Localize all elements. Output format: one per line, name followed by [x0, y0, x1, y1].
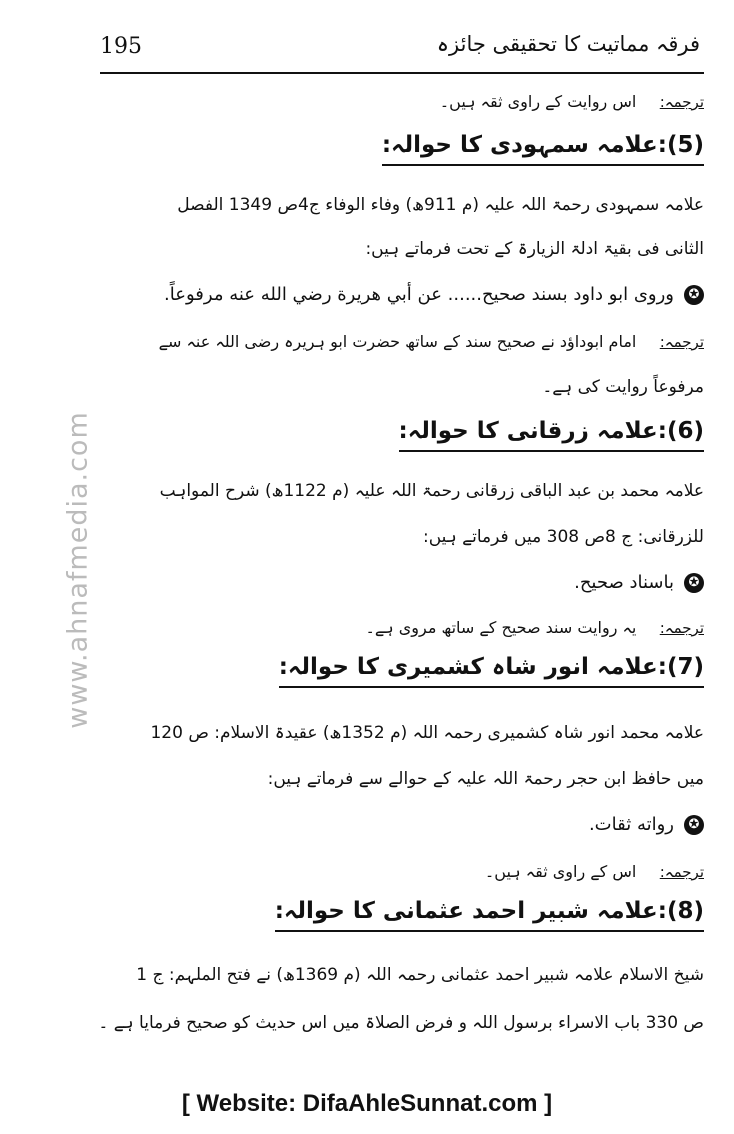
section-8-paragraph-line-2: ص 330 باب الاسراء برسول اللہ و فرض الصلاۃ میں اس حدیث کو صحیح فرمایا ہے ۔: [98, 1013, 704, 1033]
translation-label: ترجمہ:: [659, 863, 704, 881]
translation-text: اس کے راوی ثقہ ہیں۔: [484, 862, 637, 881]
section-6-paragraph-line-2: للزرقانی: ج 8ص 308 میں فرماتے ہیں:: [422, 527, 704, 547]
section-7-quote: ✪رواته ثقات.: [589, 814, 704, 835]
section-7-paragraph-line-2: میں حافظ ابن حجر رحمۃ اللہ علیہ کے حوالے سے فرماتے ہیں:: [267, 769, 704, 789]
star-bullet-icon: ✪: [684, 285, 704, 305]
section-5-quote: ✪وروی ابو داود بسند صحیح...... عن أبي هريرة رضي الله عنه مرفوعاً.: [164, 284, 704, 305]
translation-label: ترجمہ:: [659, 333, 704, 351]
section-6-quote: ✪باسناد صحیح.: [574, 572, 704, 593]
translation-2: [100, 332, 704, 352]
watermark-text: www.ahnafmedia.com: [62, 411, 94, 729]
translation-4: [100, 862, 704, 882]
translation-3: [100, 618, 704, 638]
website-footer: [ Website: DifaAhleSunnat.com ]: [181, 1090, 553, 1117]
translation-text: اس روایت کے راوی ثقہ ہیں۔: [439, 92, 637, 111]
header-rule: [100, 72, 704, 74]
section-5-heading: (5):علامہ سمہودی کا حوالہ:: [382, 132, 704, 166]
translation-label: ترجمہ:: [659, 619, 704, 637]
book-title: فرقہ مماتیت کا تحقیقی جائزہ: [436, 32, 700, 56]
section-5-paragraph-line-2: الثانی فی بقیۃ ادلۃ الزیارۃ کے تحت فرماتے ہیں:: [365, 239, 704, 259]
translation-text: یہ روایت سند صحیح کے ساتھ مروی ہے۔: [365, 618, 637, 637]
page-number: 195: [100, 34, 142, 59]
translation-label: ترجمہ:: [659, 93, 704, 111]
section-8-paragraph-line-1: شیخ الاسلام علامہ شبیر احمد عثمانی رحمہ اللہ (م 1369ھ) نے فتح الملہم: ج 1: [136, 965, 704, 985]
section-7-paragraph-line-1: علامہ محمد انور شاہ کشمیری رحمہ اللہ (م 1352ھ) عقیدۃ الاسلام: ص 120: [150, 723, 704, 743]
page-header: [100, 28, 704, 76]
section-8-heading: (8):علامہ شبیر احمد عثمانی کا حوالہ:: [275, 898, 704, 932]
watermark: [58, 400, 98, 740]
section-6-paragraph-line-1: علامہ محمد بن عبد الباقی زرقانی رحمۃ اللہ علیہ (م 1122ھ) شرح المواہب: [159, 481, 704, 501]
translation-2-line-2: مرفوعاً روایت کی ہے۔: [542, 377, 704, 397]
translation-1: [100, 92, 704, 112]
section-6-heading: (6):علامہ زرقانی کا حوالہ:: [399, 418, 704, 452]
star-bullet-icon: ✪: [684, 815, 704, 835]
star-bullet-icon: ✪: [684, 573, 704, 593]
translation-text: امام ابوداؤد نے صحیح سند کے ساتھ حضرت ابو ہریرہ رضی اللہ عنہ سے: [158, 332, 637, 351]
section-7-heading: (7):علامہ انور شاہ کشمیری کا حوالہ:: [279, 654, 704, 688]
section-5-paragraph-line-1: علامہ سمہودی رحمۃ اللہ علیہ (م 911ھ) وفاء الوفاء ج4ص 1349 الفصل: [177, 195, 704, 215]
